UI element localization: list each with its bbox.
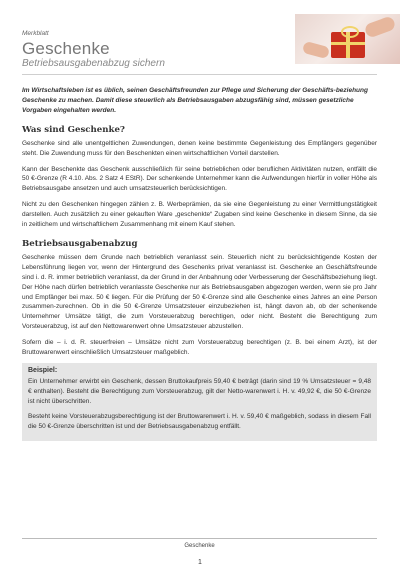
ribbon-image [331,42,365,45]
intro-paragraph: Im Wirtschaftsleben ist es üblich, seinen Geschäftsfreunden zur Pflege und Sicherung der Geschäfts-beziehung Geschenke zu machen. Damit diese steuerlich als Betriebsausgaben abzugsfähig sind, müssen gesetzliche Vorgaben eingehalten werden. [22,87,368,114]
document-title: Geschenke [22,39,110,58]
footer-title: Geschenke [184,543,215,549]
document-kicker: Merkblatt [22,30,49,37]
header-divider [22,74,377,75]
example-paragraph-2: Besteht keine Vorsteuerabzugsberechtigung ist der Bruttowarenwert i. H. v. 59,40 € maßgeblich, sodass in diesem Fall die 50 €-Grenze überschritten ist und der Betriebsausgabenabzug entfällt. [28,412,371,430]
document-header [22,14,382,80]
example-paragraph-1: Ein Unternehmer erwirbt ein Geschenk, dessen Bruttokaufpreis 59,40 € beträgt (darin sind 19 % Umsatzsteuer = 9,48 € enthalten). Besteht die Berechtigung zum Vorsteuerabzug, gilt der Netto-warenwert i. H. v. 49,92 €, die 50 €-Grenze ist nicht überschritten. [28,378,371,405]
gift-photo [295,14,400,64]
section1-paragraph-1: Geschenke sind alle unentgeltlichen Zuwendungen, denen keine bestimmte Gegenleistung des Empfängers gegenüber steht. Die Zuwendung muss für den Beschenkten einen wirtschaftlichen Vorteil darstellen. [22,140,377,157]
section-heading-betriebsausgabenabzug: Betriebsausgabenabzug [22,239,138,250]
document-body [22,86,377,441]
document-footer [22,538,377,549]
footer-divider [22,538,377,539]
document-subtitle: Betriebsausgabenabzug sichern [22,58,165,69]
section2-paragraph-1: Geschenke müssen dem Grunde nach betrieblich veranlasst sein. Steuerlich nicht zu berücksichtigende Kosten der Lebensführung liegen vor, wenn der Hintergrund des Geschenks privat veranlasst ist. Geschenke an Geschäftsfreunde sind i. d. R. immer betrieblich veranlasst, da der Grund in der Anbahnung oder Verbesserung der Geschäftsbeziehung liegt. Der Höhe nach dürfen betrieblich veranlasste Geschenke nur als Betriebsausgaben abgezogen werden, wenn sie pro Jahr und Empfänger bei max. 50 € liegen. Für die Prüfung der 50 €-Grenze sind alle Geschenke eines Jahres an eine Person zusammen-zurechnen. Ob in die 50 €-Grenze Umsatzsteuer einzubeziehen ist, hängt davon ab, ob der schenkende Unternehmer Umsätze tätigt, die zum Vorsteuerabzug berechtigen, oder nicht. Besteht die Berechtigung zum Vorsteuerabzug, ist auf den Nettowarenwert ohne Umsatzsteuer abzustellen. [22,254,377,330]
example-box [22,363,377,441]
section1-paragraph-3: Nicht zu den Geschenken hingegen zählen z. B. Werbeprämien, da sie eine Gegenleistung zu einer Vermittlungstätigkeit darstellen. Auch zusätzlich zu einer gekauften Ware „geschenkte“ Zugaben sind keine Geschenke in diesem Sinne, da sie in zeitlichem und wirtschaftlichem Zusammenhang mit einem Kauf stehen. [22,200,377,228]
page-number: 1 [198,559,202,566]
bow-image [341,26,359,38]
section-heading-geschenke: Was sind Geschenke? [22,125,125,135]
hand-image [364,15,397,38]
section1-paragraph-2: Kann der Beschenkte das Geschenk ausschließlich für seine betrieblichen oder beruflichen Aktivitäten nutzen, entfällt die 50 €-Grenze (R 4.10. Abs. 2 Satz 4 EStR). Der schenkende Unternehmer kann die Aufwendungen hierfür in voller Höhe als Betriebsausgabe ansetzen und auch umsatzsteuerlich berücksichtigen. [22,165,377,193]
section2-paragraph-2: Sofern die – i. d. R. steuerfreien – Umsätze nicht zum Vorsteuerabzug berechtigen (z. B. bei einem Arzt), ist der Bruttowarenwert einschließlich Umsatzsteuer maßgeblich. [22,338,377,356]
hand-image [302,41,330,59]
example-title: Beispiel: [28,367,58,375]
